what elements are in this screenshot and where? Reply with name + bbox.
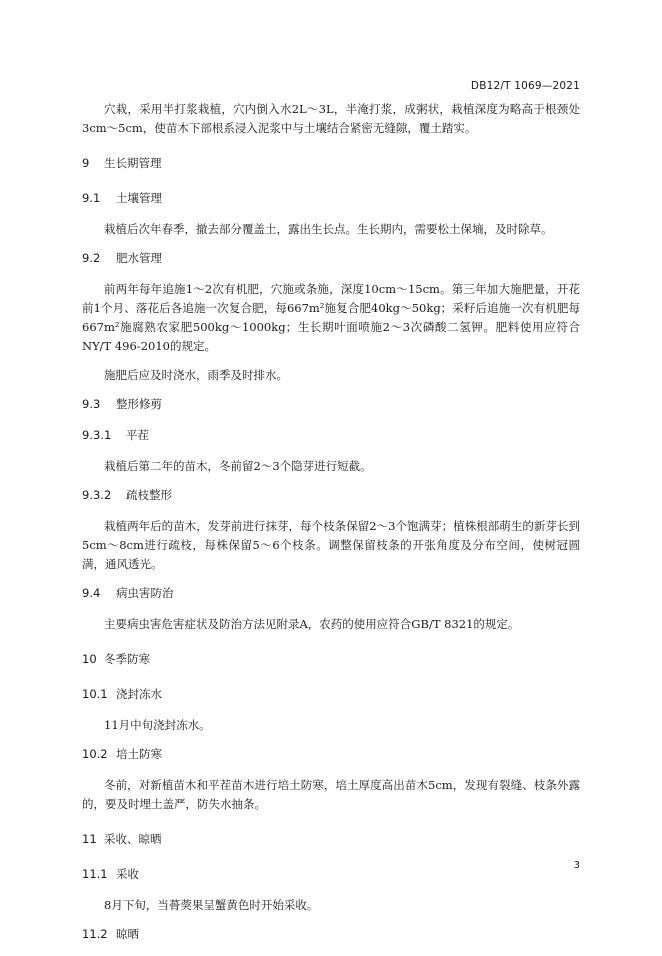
section-heading-h2 [82, 925, 580, 944]
section-title: 培土防寒 [116, 747, 162, 761]
section-number: 9 [82, 156, 90, 170]
paragraph: 冬前，对新植苗木和平茬苗木进行培土防寒，培土厚度高出苗木5cm，发现有裂缝、枝条外露的，要及时埋土盖严，防失水抽条。 [82, 778, 580, 811]
paragraph: 栽植两年后的苗木，发芽前进行抹芽，每个枝条保留2～3个饱满芽；植株根部萌生的新芽长到5cm～8cm进行疏枝，每株保留5～6个枝条。调整保留枝条的开张角度及分布空间，使树冠圆满，通风透光。 [82, 519, 580, 571]
section-number: 11.2 [82, 927, 108, 941]
section-number: 11.1 [82, 867, 108, 881]
paragraph: 主要病虫害危害症状及防治方法见附录A，农药的使用应符合GB/T 8321的规定。 [104, 617, 520, 631]
section-number: 9.3 [82, 397, 101, 411]
section-number: 11 [82, 832, 97, 846]
paragraph: 前两年每年追施1～2次有机肥，穴施或条施，深度10cm～15cm。第三年加大施肥量，开花前1个月、落花后各追施一次复合肥，每667m²施复合肥40kg～50kg；采籽后追施一次有机肥每667m²施腐熟农家肥500kg～1000kg；生长期叶面喷施2～3次磷酸二氢钾。肥料使用应符合NY/T 496-2010的规定。 [82, 282, 580, 353]
section-heading-h2 [82, 395, 580, 414]
section-number: 9.4 [82, 586, 101, 600]
section-number: 10 [82, 652, 97, 666]
section-title: 肥水管理 [116, 251, 162, 265]
paragraph: 栽植后第二年的苗木，冬前留2～3个隐芽进行短截。 [104, 459, 372, 473]
section-number: 9.1 [82, 191, 101, 205]
section-heading-h2 [82, 249, 580, 268]
section-heading-h3 [82, 426, 580, 445]
section-title: 整形修剪 [116, 397, 162, 411]
page-number: 3 [573, 860, 580, 871]
section-title: 晾晒 [116, 927, 139, 941]
section-title: 浇封冻水 [116, 687, 162, 701]
section-title: 采收 [116, 867, 139, 881]
section-heading-h1 [82, 154, 580, 173]
document-body [82, 100, 580, 956]
section-number: 9.2 [82, 251, 101, 265]
section-number: 10.2 [82, 747, 108, 761]
document-id: DB12/T 1069—2021 [470, 80, 580, 92]
paragraph: 施肥后应及时浇水，雨季及时排水。 [104, 368, 288, 382]
section-title: 病虫害防治 [116, 586, 174, 600]
section-title: 生长期管理 [104, 156, 162, 170]
paragraph: 8月下旬，当蓇葖果呈蟹黄色时开始采收。 [104, 898, 319, 912]
paragraph: 穴栽，采用半打浆栽植，穴内倒入水2L～3L，半淹打浆，成粥状，栽植深度为略高于根颈处3cm～5cm，使苗木下部根系浸入泥浆中与土壤结合紧密无缝隙，覆土踏实。 [82, 102, 580, 135]
section-heading-h1 [82, 650, 580, 669]
section-title: 疏枝整形 [126, 488, 172, 502]
section-heading-h2 [82, 685, 580, 704]
section-number: 9.3.1 [82, 428, 112, 442]
section-heading-h2 [82, 584, 580, 603]
section-heading-h2 [82, 189, 580, 208]
section-number: 9.3.2 [82, 488, 112, 502]
section-heading-h2 [82, 865, 580, 884]
paragraph: 11月中旬浇封冻水。 [104, 718, 211, 732]
section-title: 冬季防寒 [104, 652, 150, 666]
section-heading-h1 [82, 830, 580, 849]
section-number: 10.1 [82, 687, 108, 701]
section-heading-h2 [82, 745, 580, 764]
section-title: 采收、晾晒 [104, 832, 162, 846]
paragraph: 栽植后次年春季，撤去部分覆盖土，露出生长点。生长期内，需要松土保墒，及时除草。 [104, 222, 553, 236]
section-title: 土壤管理 [116, 191, 162, 205]
section-heading-h3 [82, 486, 580, 505]
section-title: 平茬 [126, 428, 149, 442]
